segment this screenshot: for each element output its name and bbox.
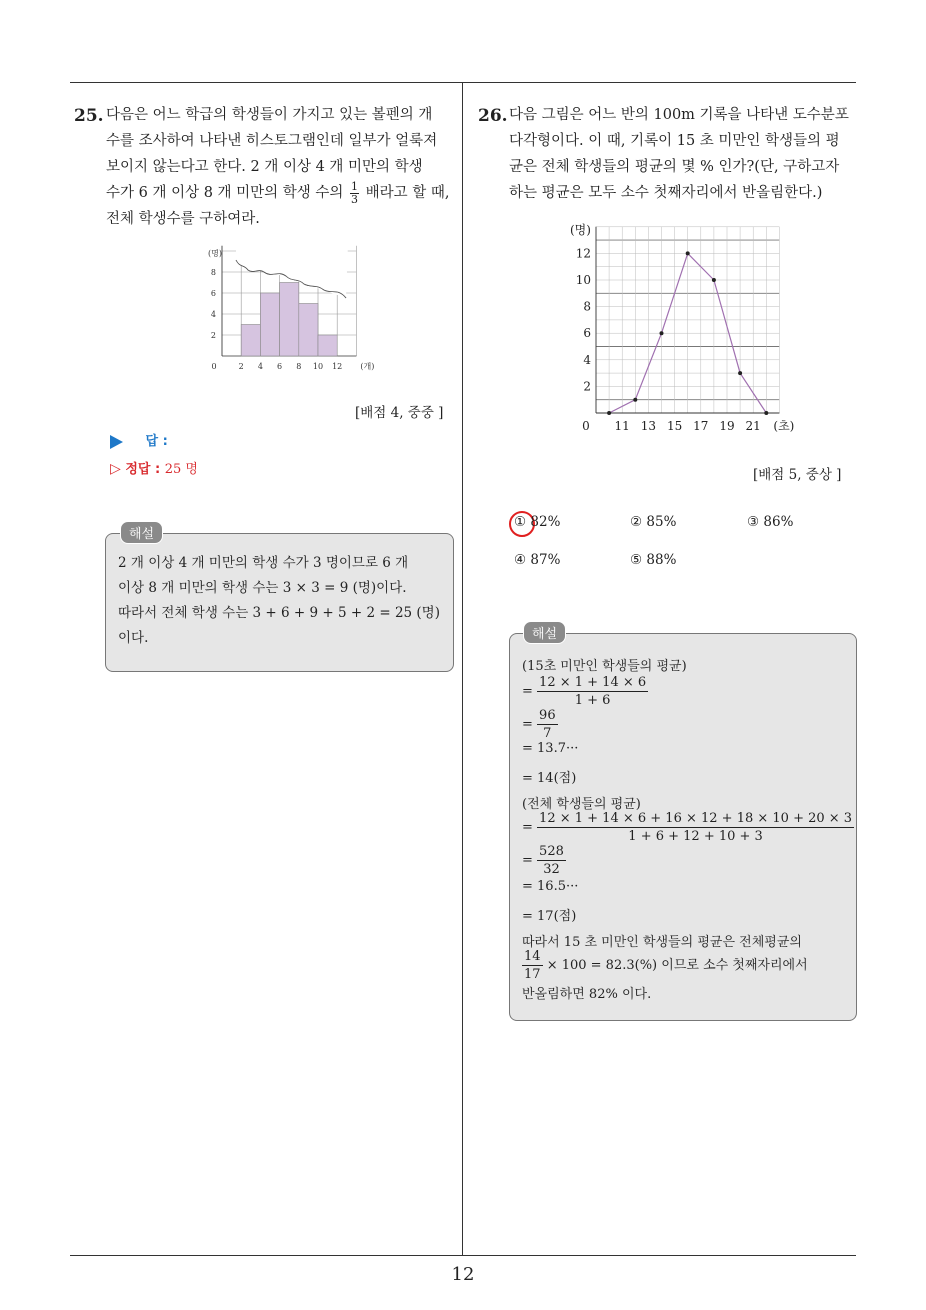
x-tick-label: 12 — [332, 362, 343, 371]
y-tick-label: 6 — [583, 326, 591, 341]
q25-answer-line: 답 : — [110, 430, 168, 449]
x-tick-label: 0 — [582, 419, 590, 433]
x-tick-label: 0 — [211, 362, 217, 371]
sol-fraction-1: = $\frac{12 \times 1 + 14 \times 6}{1 + 6}$ — [522, 675, 647, 708]
choice-2[interactable]: ② 85% — [630, 514, 677, 530]
footer-rule — [70, 1255, 856, 1256]
data-point — [738, 371, 742, 375]
sol-line: = 14(점) — [522, 771, 577, 786]
sol-line: (전체 학생들의 평균) — [522, 797, 641, 812]
y-tick-label: 4 — [583, 352, 591, 367]
data-point — [660, 331, 664, 335]
x-tick-label: 13 — [640, 419, 657, 433]
column-divider — [462, 82, 463, 1256]
y-tick-label: 6 — [210, 289, 216, 298]
x-tick-label: 4 — [257, 362, 263, 371]
question-26-number: 26. — [478, 106, 508, 126]
x-tick-label: 17 — [693, 419, 709, 433]
q25-line: 다음은 어느 학급의 학생들이 가지고 있는 볼펜의 개 — [106, 107, 433, 123]
page-number: 12 — [451, 1264, 475, 1285]
choice-1[interactable]: ① 82% — [514, 514, 561, 530]
choice-4[interactable]: ④ 87% — [514, 552, 561, 568]
data-point — [633, 398, 637, 402]
q25-line: 수가 6 개 이상 8 개 미만의 학생 수의 $\frac{1}{3}$ 배라고 할 때, — [106, 179, 450, 206]
y-tick-label: 2 — [583, 379, 591, 394]
histogram-bar — [299, 304, 318, 357]
fraction-one-third: $\frac{1}{3}$ — [351, 179, 359, 206]
frequency-polygon-chart — [565, 218, 810, 440]
y-tick-label: 2 — [210, 331, 216, 340]
sol-line: = 13.7··· — [522, 741, 579, 756]
histogram-bar — [280, 283, 299, 357]
x-tick-label: 6 — [277, 362, 283, 371]
q25-line: 보이지 않는다고 한다. 2 개 이상 4 개 미만의 학생 — [106, 159, 423, 175]
y-axis-label: (명) — [570, 223, 591, 237]
x-tick-label: 15 — [666, 419, 683, 433]
histogram-bar — [241, 325, 260, 357]
sol-fraction-3: = $\frac{12 \times 1 + 14 \times 6 + 16 \times 12 + 18 \times 10 + 20 \times 3}{1 + 6 + 12 + 10 + 3}$ — [522, 811, 853, 844]
histogram-bar — [318, 335, 337, 356]
histogram-bar — [260, 293, 279, 356]
y-tick-label: 8 — [583, 299, 591, 314]
play-triangle-icon — [110, 435, 123, 449]
q25-score: [배점 4, 중중 ] — [355, 405, 444, 421]
q26-solution-tag: 해설 — [523, 621, 566, 644]
histogram-chart — [196, 244, 375, 379]
q25-solution-tag: 해설 — [120, 521, 163, 544]
q25-solution-text: 2 개 이상 4 개 미만의 학생 수가 3 명이므로 6 개 이상 8 개 미만의 학생 수는 3 × 3 = 9 (명)이다. 따라서 전체 학생 수는 3 + 6 + 9 + 5 + 2 = 25 (명) 이다. — [118, 555, 440, 646]
sol-line: = 16.5··· — [522, 879, 579, 894]
x-tick-label: 21 — [745, 419, 761, 433]
data-point — [686, 251, 690, 255]
q26-score: [배점 5, 중상 ] — [753, 467, 842, 483]
question-25-number: 25. — [74, 106, 104, 126]
data-point — [712, 278, 716, 282]
sol-fraction-2: = $\frac{96}{7}$ — [522, 708, 556, 741]
choice-3[interactable]: ③ 86% — [747, 514, 794, 530]
q25-correct-answer: ▷ 정답 : 25 명 — [110, 461, 198, 477]
x-tick-label: 11 — [614, 419, 630, 433]
q25-line: 전체 학생수를 구하여라. — [106, 211, 260, 227]
sol-line: 따라서 15 초 미만인 학생들의 평균은 전체평균의 — [522, 935, 802, 950]
header-rule — [70, 82, 856, 83]
x-axis-label: (초) — [773, 419, 795, 433]
x-tick-label: 8 — [296, 362, 302, 371]
sol-line: 반올림하면 82% 이다. — [522, 987, 652, 1002]
x-axis-label: (개) — [360, 362, 375, 371]
sol-fraction-5: $\frac{14}{17}$ × 100 = 82.3(%) 이므로 소수 첫째자리에서 — [524, 949, 808, 982]
y-tick-label: 4 — [210, 310, 216, 319]
choice-5[interactable]: ⑤ 88% — [630, 552, 677, 568]
sol-line: (15초 미만인 학생들의 평균) — [522, 659, 687, 674]
x-tick-label: 19 — [719, 419, 735, 433]
y-tick-label: 10 — [575, 273, 591, 287]
x-tick-label: 10 — [312, 362, 324, 371]
q25-line: 수를 조사하여 나타낸 히스토그램인데 일부가 얼룩져 — [106, 133, 438, 149]
y-tick-label: 8 — [210, 268, 216, 277]
x-tick-label: 2 — [238, 362, 244, 371]
sol-fraction-4: = $\frac{528}{32}$ — [522, 844, 564, 877]
data-point — [607, 411, 611, 415]
y-axis-label: (명) — [208, 249, 222, 258]
outline-triangle-icon: ▷ — [110, 461, 121, 477]
question-26-text: 다음 그림은 어느 반의 100m 기록을 나타낸 도수분포 다각형이다. 이 때, 기록이 15 초 미만인 학생들의 평 균은 전체 학생들의 평균의 몇 % 인가?(단, 구하고자 하는 평균은 모두 소수 첫째자리에서 반올림한다.) — [509, 107, 849, 201]
question-25-text — [106, 102, 454, 232]
y-tick-label: 12 — [575, 246, 591, 261]
data-point — [764, 411, 768, 415]
sol-line: = 17(점) — [522, 909, 577, 924]
